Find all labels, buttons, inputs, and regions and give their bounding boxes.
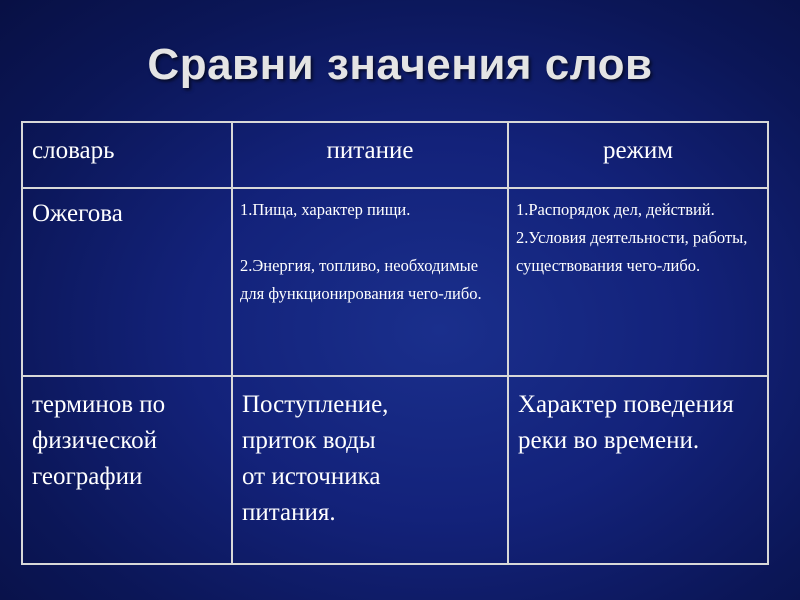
header-dictionary: словарь: [32, 137, 115, 164]
table-cell: [508, 376, 768, 564]
comparison-table: [21, 121, 769, 565]
definition-item: от источника питания.: [242, 463, 381, 526]
header-cell-dictionary: [22, 122, 232, 188]
table-cell: [22, 188, 232, 376]
dictionary-name: [23, 377, 231, 495]
header-cell-rezhim: [508, 122, 768, 188]
definition-item: существования чего-либо.: [516, 256, 701, 275]
table-cell: [232, 188, 508, 376]
definition-item: Поступление, приток воды: [242, 391, 389, 454]
header-rezhim: режим: [602, 137, 674, 164]
slide-title: Сравни значения слов: [147, 40, 653, 89]
table-cell: [508, 188, 768, 376]
definition-text: [509, 189, 767, 280]
dictionary-name: Ожегова: [32, 200, 123, 227]
header-pitanie: питание: [326, 137, 414, 164]
table-row: [22, 188, 768, 376]
definition-text: [233, 377, 507, 531]
table-row: [22, 376, 768, 564]
table-cell: [232, 376, 508, 564]
header-cell-pitanie: [232, 122, 508, 188]
dictionary-name-text: терминов по физической географии: [32, 391, 166, 490]
definition-text: [233, 189, 507, 308]
definition-text: [509, 377, 767, 459]
definition-item: Характер поведения реки во времени.: [518, 391, 734, 454]
definition-item: 1.Пища, характер пищи.: [240, 200, 411, 219]
table-cell: [22, 376, 232, 564]
definition-item: 2.Условия деятельности, работы,: [516, 228, 748, 247]
definition-item: 2.Энергия, топливо, необходимые для функционирования чего-либо.: [240, 256, 482, 303]
table-header-row: [22, 122, 768, 188]
definition-item: 1.Распорядок дел, действий.: [516, 200, 715, 219]
